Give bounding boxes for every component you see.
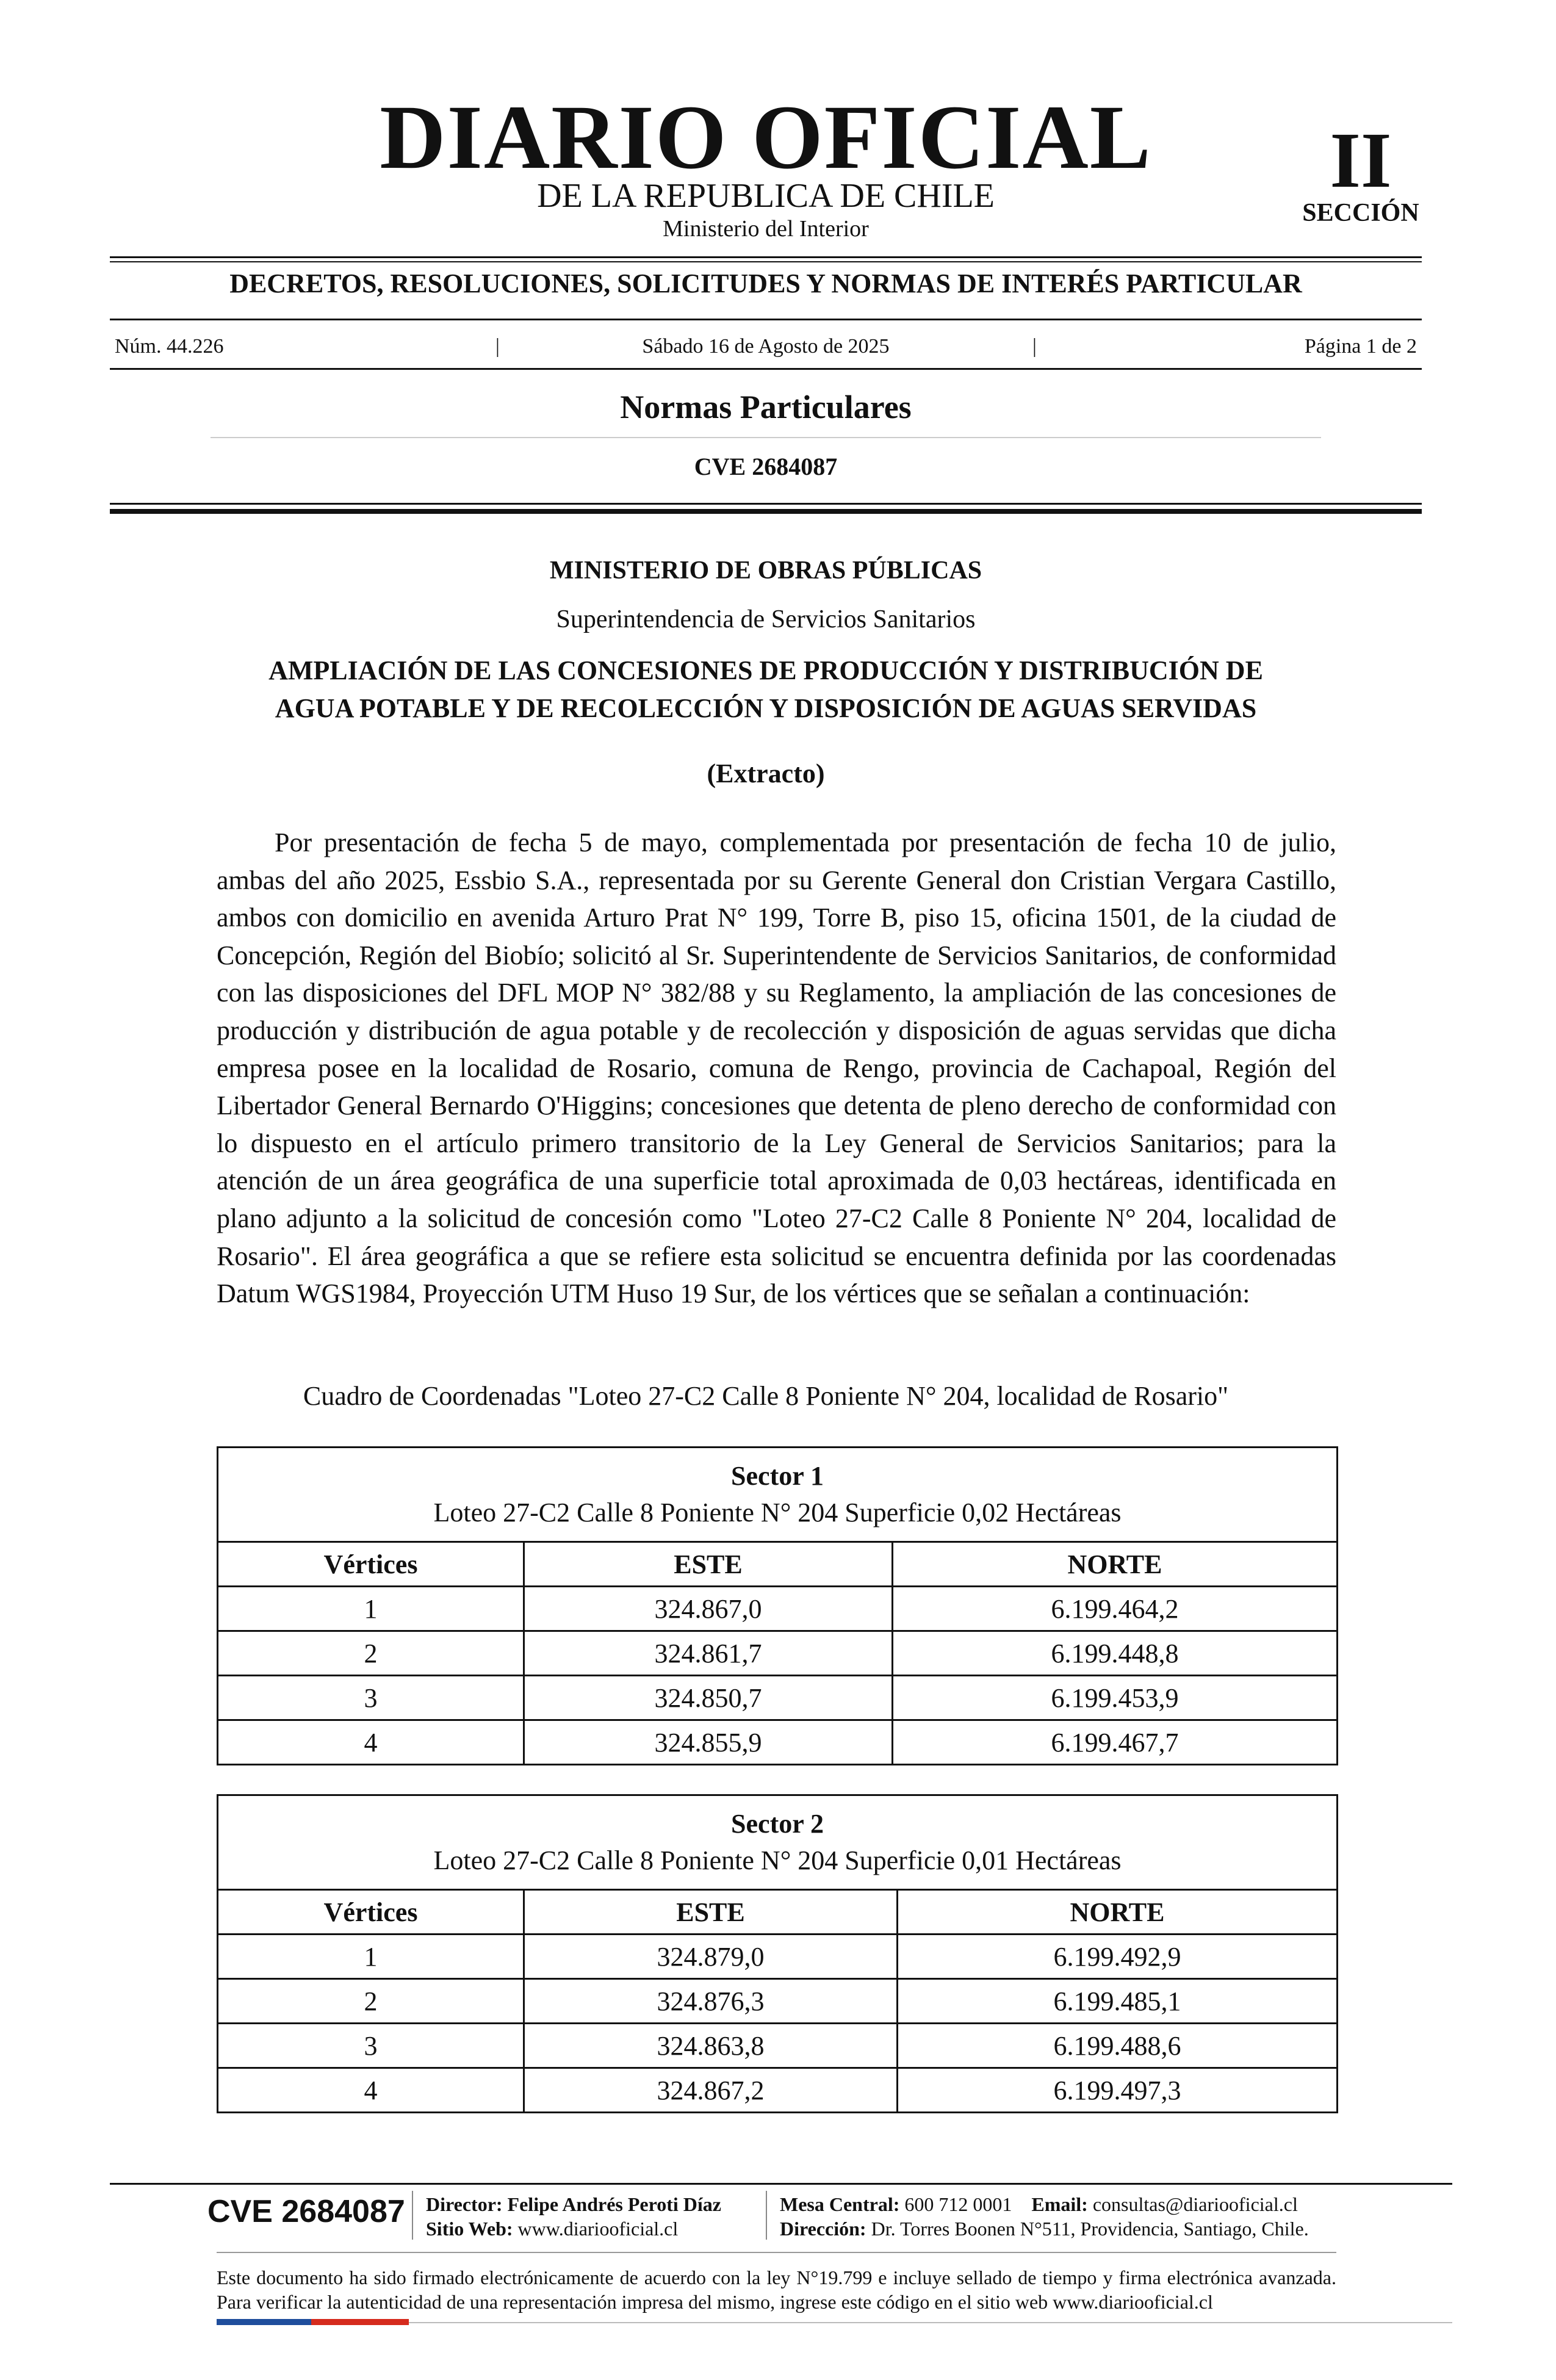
- footer-separator: [412, 2191, 413, 2240]
- table-row: [218, 1720, 1338, 1765]
- norte-cell: 6.199.464,2: [893, 1587, 1338, 1631]
- section-number: II: [1330, 117, 1392, 204]
- document-title-line-1: AMPLIACIÓN DE LAS CONCESIONES DE PRODUCCIÓN Y DISTRIBUCIÓN DE: [268, 655, 1263, 685]
- norte-cell: 6.199.492,9: [898, 1935, 1338, 1979]
- page-counter: Página 1 de 2: [1304, 335, 1417, 358]
- section-label: SECCIÓN: [1302, 199, 1419, 227]
- meta-separator: |: [495, 335, 500, 358]
- address-text: Dr. Torres Boonen N°511, Providencia, Santiago, Chile.: [871, 2218, 1309, 2240]
- este-cell: 324.855,9: [524, 1720, 893, 1765]
- footer-cve-code: CVE 2684087: [207, 2194, 405, 2229]
- masthead-ministry: Ministerio del Interior: [663, 216, 869, 242]
- sector-2-title: Sector 2: [731, 1809, 824, 1839]
- table-row: [218, 1935, 1338, 1979]
- vertex-cell: 4: [218, 2068, 524, 2113]
- document-title: [0, 652, 1532, 727]
- flag-bar-blue: [217, 2319, 311, 2325]
- ministry-heading: MINISTERIO DE OBRAS PÚBLICAS: [549, 557, 982, 585]
- norte-cell: 6.199.497,3: [898, 2068, 1338, 2113]
- section-title: Normas Particulares: [620, 389, 912, 425]
- vertex-cell: 3: [218, 2024, 524, 2068]
- sector-1-table: [217, 1446, 1338, 1765]
- vertex-cell: 2: [218, 1979, 524, 2024]
- table-row: [218, 1631, 1338, 1676]
- norte-cell: 6.199.488,6: [898, 2024, 1338, 2068]
- sector-1-subtitle: Loteo 27-C2 Calle 8 Poniente N° 204 Superficie 0,02 Hectáreas: [433, 1498, 1122, 1527]
- body-paragraph: Por presentación de fecha 5 de mayo, complementada por presentación de fecha 10 de julio, ambas del año 2025, Essbio S.A., representada por su Gerente General don Cristian Vergara Castillo, ambos con domicilio en avenida Arturo Prat N° 199, Torre B, piso 15, oficina 1501, de la ciudad de Concepción, Región del Biobío; solicitó al Sr. Superintendente de Servicios Sanitarios, de conformidad con las disposiciones del DFL MOP N° 382/88 y su Reglamento, la ampliación de las concesiones de producción y distribución de agua potable y de recolección y disposición de aguas servidas que dicha empresa posee en la localidad de Rosario, comuna de Rengo, provincia de Cachapoal, Región del Libertador General Bernardo O'Higgins; concesiones que detenta de pleno derecho de conformidad con lo dispuesto en el artículo primero transitorio de la Ley General de Servicios Sanitarios; para la atención de un área geográfica de una superficie total aproximada de 0,03 hectáreas, identificada en plano adjunto a la solicitud de concesión como "Loteo 27-C2 Calle 8 Poniente N° 204, localidad de Rosario". El área geográfica a que se refiere esta solicitud se encuentra definida por las coordenadas Datum WGS1984, Proyección UTM Huso 19 Sur, de los vértices que se señalan a continuación:: [217, 828, 1336, 1309]
- meta-separator: |: [1032, 335, 1037, 358]
- column-header-vertices: Vértices: [218, 1890, 524, 1935]
- este-cell: 324.879,0: [524, 1935, 898, 1979]
- document-title-line-2: AGUA POTABLE Y DE RECOLECCIÓN Y DISPOSICIÓN DE AGUAS SERVIDAS: [275, 693, 1257, 723]
- website-link[interactable]: www.diariooficial.cl: [517, 2218, 679, 2240]
- norte-cell: 6.199.453,9: [893, 1676, 1338, 1720]
- este-cell: 324.867,0: [524, 1587, 893, 1631]
- header-rule-top: [110, 256, 1422, 258]
- agency-heading: Superintendencia de Servicios Sanitarios: [556, 605, 976, 633]
- table-row: [218, 1979, 1338, 2024]
- flag-bar-red: [311, 2319, 409, 2325]
- footer-director: [426, 2192, 721, 2216]
- footer-website: [426, 2216, 678, 2241]
- sector-2-subtitle: Loteo 27-C2 Calle 8 Poniente N° 204 Superficie 0,01 Hectáreas: [433, 1845, 1122, 1875]
- footer-rule-bottom: [409, 2322, 1452, 2323]
- email-link[interactable]: consultas@diariooficial.cl: [1092, 2193, 1298, 2215]
- este-cell: 324.863,8: [524, 2024, 898, 2068]
- sector-2-table: [217, 1794, 1338, 2113]
- vertex-cell: 1: [218, 1935, 524, 1979]
- column-header-vertices: Vértices: [218, 1542, 524, 1587]
- header-band: DECRETOS, RESOLUCIONES, SOLICITUDES Y NORMAS DE INTERÉS PARTICULAR: [229, 269, 1302, 298]
- norte-cell: 6.199.467,7: [893, 1720, 1338, 1765]
- column-header-norte: NORTE: [893, 1542, 1338, 1587]
- footer-rule-mid: [217, 2252, 1336, 2253]
- issue-date: Sábado 16 de Agosto de 2025: [642, 335, 890, 358]
- director-label: Director:: [426, 2193, 503, 2215]
- table-row: [218, 1676, 1338, 1720]
- issue-number: Núm. 44.226: [115, 335, 224, 358]
- website-label: Sitio Web:: [426, 2218, 513, 2240]
- footer-separator: [766, 2191, 767, 2240]
- cve-rule-2: [110, 509, 1422, 514]
- table-row: [218, 2068, 1338, 2113]
- footer-rule-top: [110, 2183, 1452, 2185]
- section-title-rule: [211, 437, 1321, 438]
- footer-legal-notice: Este documento ha sido firmado electrónicamente de acuerdo con la ley N°19.799 e incluye sellado de tiempo y firma electrónica avanzada. Para verificar la autenticidad de una representación impresa del mismo, ingrese este código en el sitio web www.diariooficial.cl: [217, 2266, 1336, 2313]
- phone-number: 600 712 0001: [904, 2193, 1012, 2215]
- column-header-este: ESTE: [524, 1890, 898, 1935]
- footer-address: [780, 2216, 1309, 2241]
- email-label: Email:: [1031, 2193, 1088, 2215]
- sector-2-header: [218, 1795, 1338, 1890]
- vertex-cell: 2: [218, 1631, 524, 1676]
- table-row: [218, 1587, 1338, 1631]
- header-rule-mid: [110, 319, 1422, 320]
- table-caption: Cuadro de Coordenadas "Loteo 27-C2 Calle 8 Poniente N° 204, localidad de Rosario": [303, 1381, 1229, 1411]
- vertex-cell: 4: [218, 1720, 524, 1765]
- table-row: [218, 2024, 1338, 2068]
- column-header-este: ESTE: [524, 1542, 893, 1587]
- column-header-norte: NORTE: [898, 1890, 1338, 1935]
- vertex-cell: 3: [218, 1676, 524, 1720]
- extract-label: (Extracto): [707, 759, 825, 788]
- norte-cell: 6.199.448,8: [893, 1631, 1338, 1676]
- meta-rule: [110, 368, 1422, 370]
- issue-meta-row: [110, 334, 1422, 359]
- header-rule-top-thin: [110, 261, 1422, 262]
- sector-1-header: [218, 1448, 1338, 1542]
- norte-cell: 6.199.485,1: [898, 1979, 1338, 2024]
- director-name: Felipe Andrés Peroti Díaz: [507, 2193, 721, 2215]
- cve-rule-1: [110, 503, 1422, 505]
- sector-1-title: Sector 1: [731, 1461, 824, 1491]
- address-label: Dirección:: [780, 2218, 866, 2240]
- este-cell: 324.861,7: [524, 1631, 893, 1676]
- cve-code: CVE 2684087: [694, 453, 838, 480]
- este-cell: 324.850,7: [524, 1676, 893, 1720]
- masthead-subtitle: DE LA REPUBLICA DE CHILE: [537, 177, 995, 215]
- masthead-title: DIARIO OFICIAL: [380, 87, 1152, 188]
- footer-contact: [780, 2192, 1298, 2216]
- este-cell: 324.867,2: [524, 2068, 898, 2113]
- este-cell: 324.876,3: [524, 1979, 898, 2024]
- vertex-cell: 1: [218, 1587, 524, 1631]
- phone-label: Mesa Central:: [780, 2193, 900, 2215]
